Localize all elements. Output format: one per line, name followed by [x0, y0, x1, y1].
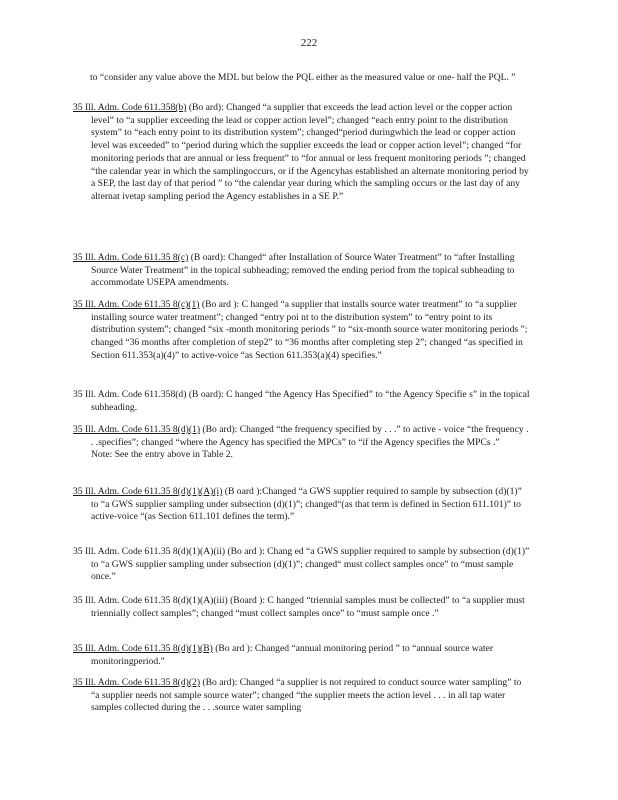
amendment-entry: [73, 102, 531, 204]
amendment-entry: [73, 546, 531, 584]
entry-text: (Bo ard): Changed “a supplier is not required to conduct source water sampling” to “a supplier needs not sample source water”; changed “the supplier meets the action level . . . in all tap water samples collected during the . . .source water sampling: [91, 677, 522, 714]
intro-paragraph: to “consider any value above the MDL but below the PQL either as the measured value or one- half the PQL. ”: [90, 72, 516, 83]
amendment-entry: [73, 595, 531, 620]
entry-text: (Bo ard ): Changed “annual monitoring period ” to “annual source water monitoringperiod.”: [91, 643, 494, 667]
entry-citation: 35 Ill. Adm. Code 611.35 8(d)(1)(A)(iii): [73, 595, 228, 606]
entry-text: (Board ): C hanged “triennial samples must be collected” to “a supplier must triennially collect samples”; changed “must collect samples once” to “must sample once .”: [91, 595, 525, 619]
entry-citation: 35 Ill. Adm. Code 611.35 8(c): [73, 252, 189, 263]
amendment-entry: [73, 299, 531, 363]
amendment-entry: [73, 643, 531, 668]
entry-text: (Bo ard): Changed “a supplier that exceeds the lead action level or the copper action level” to “a supplier exceeding the lead or copper action level”; changed “each entry point to the distribution system” to “each entry point to its distribution system”; changed“period duringwhich the lead or copper action level was exceeded” to “period during which the supplier exceeds the lead or copper action level”; changed “for monitoring periods that are annual or less frequent” to “for annual or less frequent monitoring periods ”; changed “the calendar year in which the samplingoccurs, or if the Agencyhas established an alternate monitoring period by a SEP, the last day of that period ” to “the calendar year during which the sampling occurs or the last day of any alternat ivetap sampling period the Agency establishes in a SE P.”: [91, 102, 529, 202]
entry-text: (B oard): Changed“ after Installation of Source Water Treatment” to “after Installing Source Water Treatment” in the topical subheading; removed the ending period from the topical subheading to accommodate USEPA amendments.: [91, 252, 515, 289]
entry-citation: 35 Ill. Adm. Code 611.358(b): [73, 102, 187, 113]
amendment-entry: [73, 424, 531, 462]
entry-citation: 35 Ill. Adm. Code 611.35 8(d)(1)(B): [73, 643, 213, 654]
entry-citation: 35 Ill. Adm. Code 611.35 8(d)(2): [73, 677, 201, 688]
entry-citation: 35 Ill. Adm. Code 611.35 8(d)(1)(A)(i): [73, 486, 223, 497]
entry-text: (Bo ard ): Chang ed “a GWS supplier required to sample by subsection (d)(1)” to “a GWS supplier sampling under subsection (d)(1)”; changed“ must collect samples once” to “must sample once.”: [91, 546, 530, 583]
amendment-entry: [73, 486, 531, 524]
entry-citation: 35 Ill. Adm. Code 611.35 8(c)(1): [73, 299, 200, 310]
entry-text: (Bo ard): Changed “the frequency specified by . . .” to active - voice “the frequency . . .specifies”; changed “where the Agency has specified the MPCs” to “if the Agency specifies the MPCs .”: [91, 424, 529, 448]
entry-citation: 35 Ill. Adm. Code 611.35 8(d)(1)(A)(ii): [73, 546, 226, 557]
entry-note: Note: See the entry above in Table 2.: [91, 449, 233, 461]
page-number: 222: [300, 37, 318, 49]
entry-text: (Bo ard ): C hanged “a supplier that installs source water treatment” to “a supplier installing source water treatment”; changed “entry poi nt to the distribution system” to “entry point to its distribution system”; changed “six -month monitoring periods ” to “six-month source water monitoring periods ”; changed “36 months after completion of step2” to “36 months after completing step 2”; changed “as specified in Section 611.353(a)(4)” to active-voice “as Section 611.353(a)(4) specifies.”: [91, 299, 528, 361]
entry-citation: 35 Ill. Adm. Code 611.358(d): [73, 389, 187, 400]
entry-text: (B oard ):Changed “a GWS supplier required to sample by subsection (d)(1)” to “a GWS supplier sampling under subsection (d)(1)”; changed“(as that term is defined in Section 611.101)” to active-voice “(as Section 611.101 defines the term).”: [91, 486, 522, 523]
amendment-entry: [73, 252, 531, 290]
entry-text: (B oard): C hanged “the Agency Has Specified” to “the Agency Specifie s” in the topical subheading.: [91, 389, 530, 413]
amendment-entry: [73, 389, 531, 414]
amendment-entry: [73, 677, 531, 715]
entry-citation: 35 Ill. Adm. Code 611.35 8(d)(1): [73, 424, 201, 435]
